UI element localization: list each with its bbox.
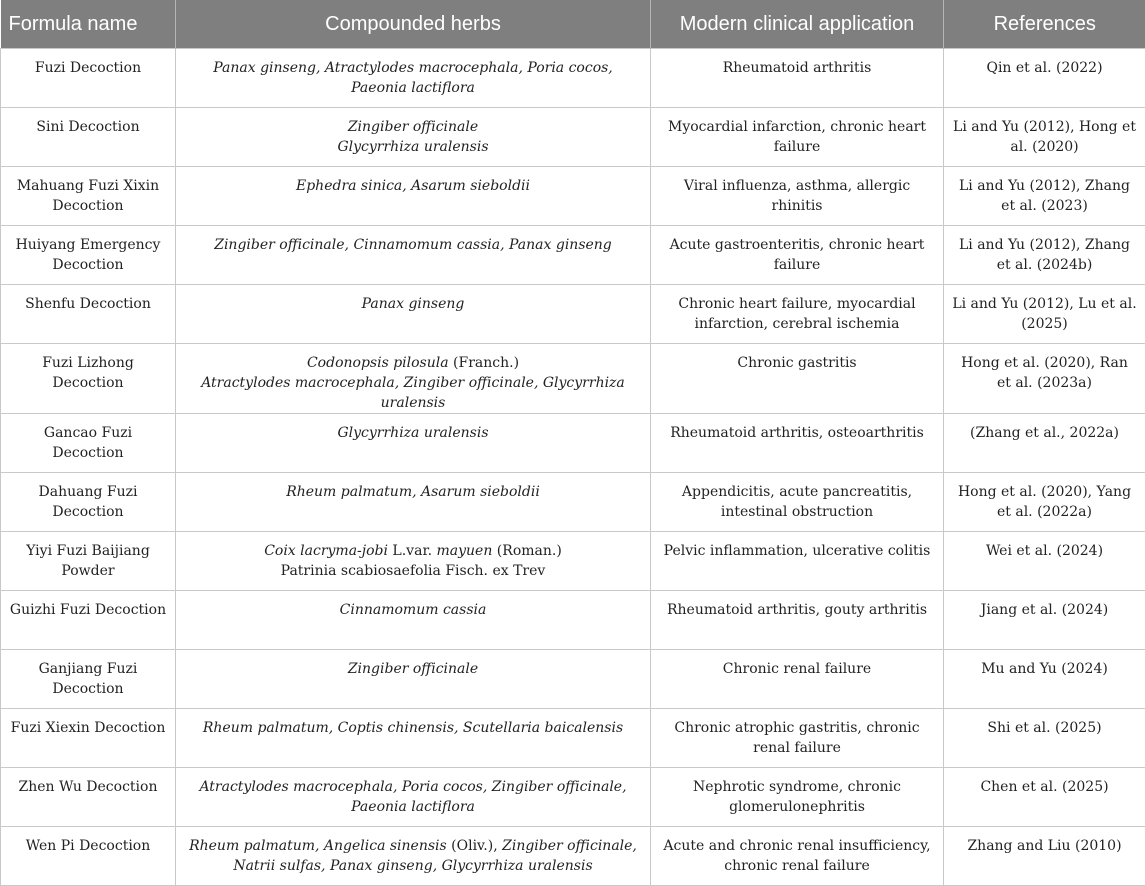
herb-species-text: Rheum palmatum, Coptis chinensis, Scutellaria baicalensis bbox=[203, 720, 623, 736]
herb-line bbox=[184, 836, 642, 876]
herb-line bbox=[184, 777, 642, 817]
compounded-herbs-cell bbox=[176, 49, 651, 108]
table-header bbox=[1, 0, 1145, 49]
clinical-application-cell: Rheumatoid arthritis, osteoarthritis bbox=[651, 414, 944, 473]
compounded-herbs-cell bbox=[176, 167, 651, 226]
clinical-application-cell: Appendicitis, acute pancreatitis, intestinal obstruction bbox=[651, 473, 944, 532]
table-row bbox=[1, 709, 1145, 768]
herb-species-text: Panax ginseng bbox=[362, 296, 465, 312]
clinical-application-cell: Pelvic inflammation, ulcerative colitis bbox=[651, 532, 944, 591]
clinical-application-cell: Acute and chronic renal insufficiency, chronic renal failure bbox=[651, 827, 944, 886]
herb-line bbox=[184, 561, 642, 581]
table-row bbox=[1, 167, 1145, 226]
clinical-application-cell: Chronic renal failure bbox=[651, 650, 944, 709]
herb-species-text: Atractylodes macrocephala, Zingiber officinale, Glycyrrhiza uralensis bbox=[201, 375, 625, 411]
references-cell: Li and Yu (2012), Zhang et al. (2024b) bbox=[944, 226, 1145, 285]
compounded-herbs-cell bbox=[176, 414, 651, 473]
herb-line bbox=[184, 423, 642, 443]
references-cell: (Zhang et al., 2022a) bbox=[944, 414, 1145, 473]
herb-species-text: Zingiber officinale, Cinnamomum cassia, Panax ginseng bbox=[214, 237, 612, 253]
formula-name-cell: Guizhi Fuzi Decoction bbox=[1, 591, 176, 650]
clinical-application-cell: Viral influenza, asthma, allergic rhinitis bbox=[651, 167, 944, 226]
clinical-application-cell: Myocardial infarction, chronic heart failure bbox=[651, 108, 944, 167]
herb-species-text: mayuen bbox=[437, 543, 493, 559]
references-cell: Wei et al. (2024) bbox=[944, 532, 1145, 591]
formula-name-cell: Fuzi Decoction bbox=[1, 49, 176, 108]
table-row bbox=[1, 827, 1145, 886]
header-clinical-application: Modern clinical application bbox=[651, 0, 944, 49]
herb-line bbox=[184, 541, 642, 561]
herb-authority-text: Patrinia scabiosaefolia Fisch. ex Trev bbox=[281, 563, 546, 579]
table-row bbox=[1, 226, 1145, 285]
herb-species-text: Glycyrrhiza uralensis bbox=[337, 139, 488, 155]
table-row bbox=[1, 108, 1145, 167]
formula-name-cell: Yiyi Fuzi Baijiang Powder bbox=[1, 532, 176, 591]
herb-line bbox=[184, 58, 642, 98]
clinical-application-cell: Acute gastroenteritis, chronic heart failure bbox=[651, 226, 944, 285]
formula-name-cell: Shenfu Decoction bbox=[1, 285, 176, 344]
formula-name-cell: Gancao Fuzi Decoction bbox=[1, 414, 176, 473]
references-cell: Shi et al. (2025) bbox=[944, 709, 1145, 768]
clinical-application-cell: Rheumatoid arthritis, gouty arthritis bbox=[651, 591, 944, 650]
compounded-herbs-cell bbox=[176, 827, 651, 886]
table-row bbox=[1, 532, 1145, 591]
compounded-herbs-cell bbox=[176, 532, 651, 591]
table-body bbox=[1, 49, 1145, 886]
compounded-herbs-cell bbox=[176, 226, 651, 285]
herb-authority-text: (Oliv.), bbox=[447, 838, 502, 854]
herb-species-text: Zingiber officinale, Natrii sulfas, Panax ginseng, Glycyrrhiza uralensis bbox=[233, 838, 637, 874]
formula-name-cell: Ganjiang Fuzi Decoction bbox=[1, 650, 176, 709]
references-cell: Qin et al. (2022) bbox=[944, 49, 1145, 108]
herb-authority-text: L.var. bbox=[388, 543, 437, 559]
references-cell: Li and Yu (2012), Lu et al. (2025) bbox=[944, 285, 1145, 344]
header-compounded-herbs: Compounded herbs bbox=[176, 0, 651, 49]
herb-species-text: Rheum palmatum, Asarum sieboldii bbox=[286, 484, 540, 500]
references-cell: Li and Yu (2012), Hong et al. (2020) bbox=[944, 108, 1145, 167]
formula-name-cell: Huiyang Emergency Decoction bbox=[1, 226, 176, 285]
references-cell: Chen et al. (2025) bbox=[944, 768, 1145, 827]
compounded-herbs-cell bbox=[176, 344, 651, 414]
compounded-herbs-cell bbox=[176, 591, 651, 650]
table-row bbox=[1, 414, 1145, 473]
herb-line bbox=[184, 137, 642, 157]
references-cell: Hong et al. (2020), Yang et al. (2022a) bbox=[944, 473, 1145, 532]
header-formula-name: Formula name bbox=[1, 0, 176, 49]
references-cell: Mu and Yu (2024) bbox=[944, 650, 1145, 709]
clinical-application-cell: Nephrotic syndrome, chronic glomerulonephritis bbox=[651, 768, 944, 827]
compounded-herbs-cell bbox=[176, 650, 651, 709]
compounded-herbs-cell bbox=[176, 285, 651, 344]
table-row bbox=[1, 768, 1145, 827]
herb-species-text: Coix lacryma-jobi bbox=[264, 543, 388, 559]
table-row bbox=[1, 285, 1145, 344]
herb-line bbox=[184, 117, 642, 137]
herb-species-text: Atractylodes macrocephala, Poria cocos, Zingiber officinale, Paeonia lactiflora bbox=[199, 779, 626, 815]
herb-line bbox=[184, 294, 642, 314]
herb-species-text: Zingiber officinale bbox=[348, 119, 478, 135]
compounded-herbs-cell bbox=[176, 709, 651, 768]
clinical-application-cell: Rheumatoid arthritis bbox=[651, 49, 944, 108]
herb-line bbox=[184, 600, 642, 620]
table-row bbox=[1, 591, 1145, 650]
header-row bbox=[1, 0, 1145, 49]
clinical-application-cell: Chronic atrophic gastritis, chronic renal failure bbox=[651, 709, 944, 768]
herb-species-text: Panax ginseng, Atractylodes macrocephala, Poria cocos, Paeonia lactiflora bbox=[213, 60, 613, 96]
formula-name-cell: Dahuang Fuzi Decoction bbox=[1, 473, 176, 532]
formula-name-cell: Sini Decoction bbox=[1, 108, 176, 167]
formula-name-cell: Wen Pi Decoction bbox=[1, 827, 176, 886]
herb-line bbox=[184, 373, 642, 413]
herb-line bbox=[184, 176, 642, 196]
herb-line bbox=[184, 235, 642, 255]
herb-species-text: Ephedra sinica, Asarum sieboldii bbox=[296, 178, 530, 194]
herb-species-text: Glycyrrhiza uralensis bbox=[337, 425, 488, 441]
references-cell: Jiang et al. (2024) bbox=[944, 591, 1145, 650]
table-row bbox=[1, 473, 1145, 532]
herb-authority-text: (Roman.) bbox=[492, 543, 561, 559]
references-cell: Hong et al. (2020), Ran et al. (2023a) bbox=[944, 344, 1145, 414]
references-cell: Zhang and Liu (2010) bbox=[944, 827, 1145, 886]
compounded-herbs-cell bbox=[176, 768, 651, 827]
compounded-herbs-cell bbox=[176, 473, 651, 532]
herb-line bbox=[184, 718, 642, 738]
formula-name-cell: Fuzi Lizhong Decoction bbox=[1, 344, 176, 414]
table-row bbox=[1, 49, 1145, 108]
herb-species-text: Rheum palmatum, Angelica sinensis bbox=[189, 838, 447, 854]
header-references: References bbox=[944, 0, 1145, 49]
clinical-application-cell: Chronic heart failure, myocardial infarction, cerebral ischemia bbox=[651, 285, 944, 344]
herb-line bbox=[184, 482, 642, 502]
references-cell: Li and Yu (2012), Zhang et al. (2023) bbox=[944, 167, 1145, 226]
herb-authority-text: (Franch.) bbox=[449, 355, 519, 371]
compounded-herbs-cell bbox=[176, 108, 651, 167]
herb-species-text: Codonopsis pilosula bbox=[307, 355, 449, 371]
clinical-application-cell: Chronic gastritis bbox=[651, 344, 944, 414]
table-row bbox=[1, 650, 1145, 709]
herb-line bbox=[184, 353, 642, 373]
formula-name-cell: Fuzi Xiexin Decoction bbox=[1, 709, 176, 768]
herb-line bbox=[184, 659, 642, 679]
formula-name-cell: Zhen Wu Decoction bbox=[1, 768, 176, 827]
herb-species-text: Cinnamomum cassia bbox=[340, 602, 487, 618]
herb-species-text: Zingiber officinale bbox=[348, 661, 478, 677]
table-row bbox=[1, 344, 1145, 414]
formula-name-cell: Mahuang Fuzi Xixin Decoction bbox=[1, 167, 176, 226]
